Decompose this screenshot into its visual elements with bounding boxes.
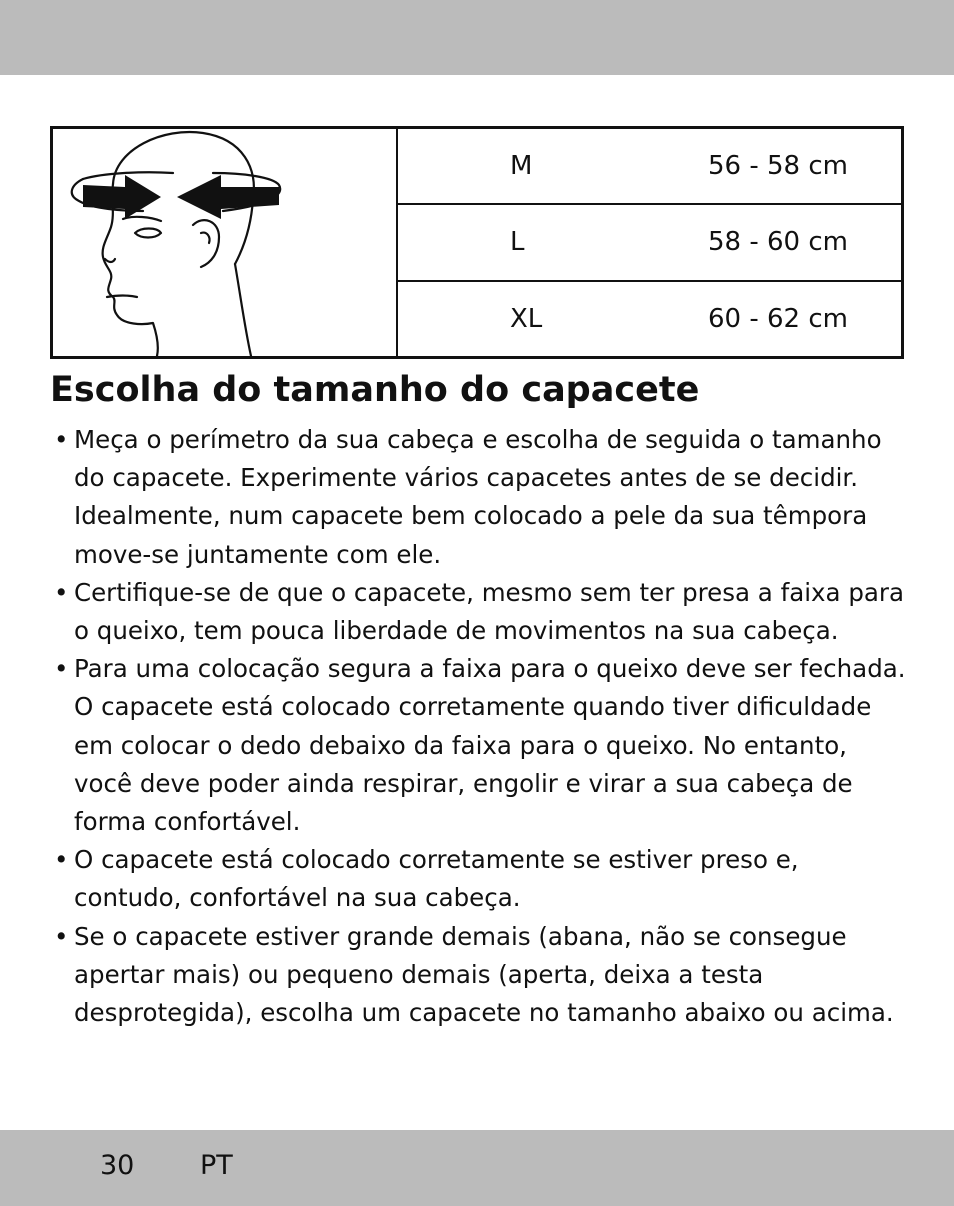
size-label: L bbox=[510, 227, 525, 258]
list-item: • Se o capacete estiver grande demais (abana, não se consegue apertar mais) ou pequeno demais (aperta, deixa a testa desprotegida), escolha um capacete no tamanho abaixo ou acima. bbox=[52, 918, 912, 1033]
size-row bbox=[398, 205, 901, 281]
size-range: 60 - 62 cm bbox=[708, 303, 848, 334]
instruction-list bbox=[52, 421, 912, 1032]
size-range: 56 - 58 cm bbox=[708, 151, 848, 182]
language-code: PT bbox=[200, 1150, 233, 1181]
size-range: 58 - 60 cm bbox=[708, 227, 848, 258]
page-title: Escolha do tamanho do capacete bbox=[50, 370, 700, 410]
head-measure-icon bbox=[53, 129, 396, 356]
list-item: • O capacete está colocado corretamente se estiver preso e, contudo, confortável na sua cabeça. bbox=[52, 841, 912, 917]
size-table bbox=[50, 126, 904, 359]
list-item: • Meça o perímetro da sua cabeça e escolha de seguida o tamanho do capacete. Experimente vários capacetes antes de se decidir. Idealmente, num capacete bem colocado a pele da sua têmpora move-se juntamente com ele. bbox=[52, 421, 912, 574]
size-rows bbox=[398, 129, 901, 356]
top-band bbox=[0, 0, 954, 75]
list-item: • Para uma colocação segura a faixa para o queixo deve ser fechada. O capacete está colocado corretamente quando tiver dificuldade em colocar o dedo debaixo da faixa para o queixo. No entanto, você deve poder ainda respirar, engolir e virar a sua cabeça de forma confortável. bbox=[52, 650, 912, 841]
page-number: 30 bbox=[100, 1150, 135, 1181]
size-label: XL bbox=[510, 303, 543, 334]
size-row bbox=[398, 282, 901, 356]
head-measurement-illustration bbox=[53, 129, 398, 356]
list-item: • Certifique-se de que o capacete, mesmo sem ter presa a faixa para o queixo, tem pouca liberdade de movimentos na sua cabeça. bbox=[52, 574, 912, 650]
size-row bbox=[398, 129, 901, 205]
size-label: M bbox=[510, 151, 533, 182]
footer-band bbox=[0, 1130, 954, 1206]
